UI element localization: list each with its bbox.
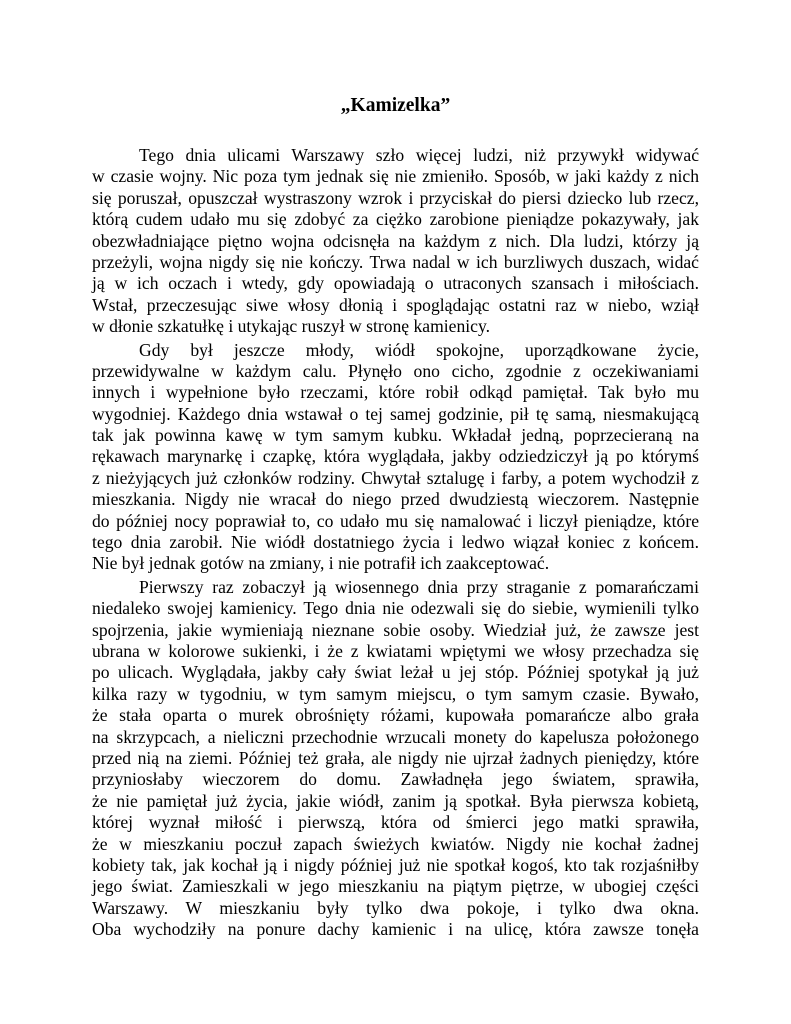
paragraph-line: kobiety tak, jak kochał ją i nigdy później już nie spotkał kogoś, kto tak rozjaśniłby xyxy=(92,854,699,875)
paragraph-line: Oba wychodziły na ponure dachy kamienic i na ulicę, która zawsze tonęła xyxy=(92,919,699,940)
paragraph-line: z nieżyjących już członków rodziny. Chwytał sztalugę i farby, a potem wychodził z xyxy=(92,467,699,488)
paragraph-line: się poruszał, opuszczał wystraszony wzrok i przyciskał do piersi dziecko lub rzecz, xyxy=(92,187,699,208)
paragraph-line: w dłonie szkatułkę i utykając ruszył w stronę kamienicy. xyxy=(92,316,491,337)
paragraph-line: na skrzypcach, a nieliczni przechodnie wrzucali monety do kapelusza położonego xyxy=(92,726,699,747)
document-title: „Kamizelka” xyxy=(340,95,451,116)
paragraph-line: ją w ich oczach i wtedy, gdy opowiadają o utraconych szansach i miłościach. xyxy=(92,273,699,294)
paragraph xyxy=(92,340,699,575)
paragraph-line: obezwładniające piętno wojna odcisnęła na każdym z nich. Dla ludzi, którzy ją xyxy=(92,230,699,251)
paragraph-line: niedaleko swojej kamienicy. Tego dnia nie odezwali się do siebie, wymienili tylko xyxy=(92,598,699,619)
paragraph-line: którą cudem udało mu się zdobyć za ciężko zarobione pieniądze pokazywały, jak xyxy=(92,209,699,230)
paragraph-line: tego dnia zarobił. Nie wiódł dostatniego życia i ledwo wiązał koniec z końcem. xyxy=(92,532,699,553)
paragraph-line: Tego dnia ulicami Warszawy szło więcej ludzi, niż przywykł widywać xyxy=(139,145,699,165)
paragraph-line: Nie był jednak gotów na zmiany, i nie potrafił ich zaakceptować. xyxy=(92,553,550,574)
paragraph-line: przyniosłaby wieczorem do domu. Zawładnęła jego światem, sprawiła, xyxy=(92,769,699,790)
paragraph-line: przeżyli, wojna nigdy się nie kończy. Trwa nadal w ich burzliwych duszach, widać xyxy=(92,251,699,272)
paragraph-line: tak jak powinna kawę w tym samym kubku. Wkładał jedną, poprzecieraną na xyxy=(92,425,699,446)
paragraph-line: mieszkania. Nigdy nie wracał do niego przed dwudziestą wieczorem. Następnie xyxy=(92,489,699,510)
paragraph-line: Pierwszy raz zobaczył ją wiosennego dnia przy straganie z pomarańczami xyxy=(139,576,699,597)
paragraph-line: Gdy był jeszcze młody, wiódł spokojne, uporządkowane życie, xyxy=(139,339,699,360)
paragraph-line: której wyznał miłość i pierwszą, która od śmierci jego matki sprawiła, xyxy=(92,812,699,833)
paragraph-line: wygodniej. Każdego dnia wstawał o tej samej godzinie, pił tę samą, niesmakującą xyxy=(92,403,699,424)
paragraph-line: Warszawy. W mieszkaniu były tylko dwa pokoje, i tylko dwa okna. xyxy=(92,897,699,918)
paragraph-line: że stała oparta o murek obrośnięty różami, kupowała pomarańcze albo grała xyxy=(92,705,699,726)
paragraph-line: po ulicach. Wyglądała, jakby cały świat leżał u jej stóp. Później spotykał ją już xyxy=(92,662,699,683)
paragraph-line: przewidywalne w każdym calu. Płynęło ono cicho, zgodnie z oczekiwaniami xyxy=(92,360,699,381)
paragraph xyxy=(92,577,699,941)
paragraph-line: jego świat. Zamieszkali w jego mieszkaniu na piątym piętrze, w ubogiej części xyxy=(92,876,699,897)
paragraph-line: innych i wypełnione było rzeczami, które robił odkąd pamiętał. Tak było mu xyxy=(92,382,699,403)
document-body xyxy=(92,145,699,942)
paragraph-line: przed nią na ziemi. Później też grała, ale nigdy nie ujrzał żadnych pieniędzy, które xyxy=(92,747,699,768)
paragraph-line: Wstał, przeczesując siwe włosy dłonią i spoglądając ostatni raz w niebo, wziął xyxy=(92,294,699,315)
paragraph-line: kilka razy w tygodniu, w tym samym miejscu, o tym samym czasie. Bywało, xyxy=(92,683,699,704)
paragraph-line: do później nocy poprawiał to, co udało mu się namalować i liczył pieniądze, które xyxy=(92,510,699,531)
paragraph-line: rękawach marynarkę i czapkę, która wyglądała, jakby odziedziczył ją po którymś xyxy=(92,446,699,467)
paragraph-line: że w mieszkaniu poczuł zapach świeżych kwiatów. Nigdy nie kochał żadnej xyxy=(92,833,699,854)
paragraph-line: spojrzenia, jakie wymieniają nieznane sobie osoby. Wiedział już, że zawsze jest xyxy=(92,619,699,640)
paragraph-line: że nie pamiętał już życia, jakie wiódł, zanim ją spotkał. Była pierwsza kobietą, xyxy=(92,790,699,811)
paragraph xyxy=(92,145,699,338)
paragraph-line: ubrana w kolorowe sukienki, i że z kwiatami wpiętymi we włosy przechadza się xyxy=(92,640,699,661)
paragraph-line: w czasie wojny. Nic poza tym jednak się nie zmieniło. Sposób, w jaki każdy z nich xyxy=(92,166,699,187)
